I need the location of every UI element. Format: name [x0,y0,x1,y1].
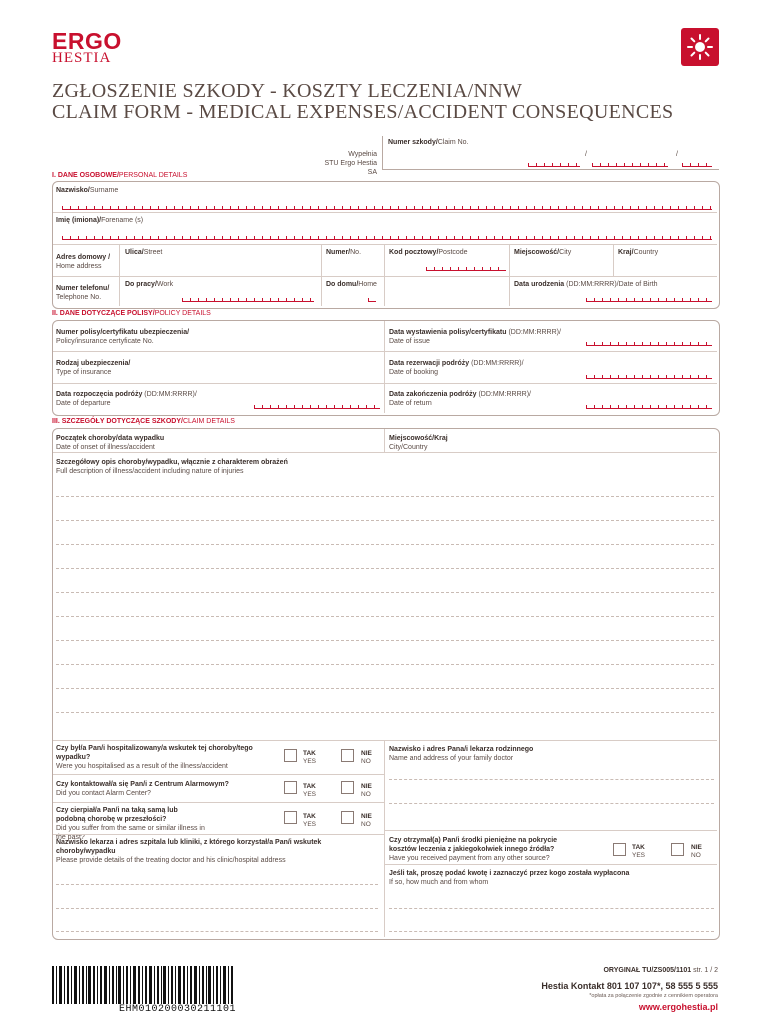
city-label: Miejscowość/City [514,249,572,256]
forename-label: Imię (imiona)/Forename (s) [56,217,144,224]
q3-no-label: NIE NO [361,813,372,828]
q1-no-checkbox[interactable] [341,749,354,762]
phone-home-field[interactable] [368,296,376,302]
treating-doctor-label: Nazwisko lekarza i adres szpitala lub kliniki, z którego korzystał/a Pan/i wskutek choroby/wypadku Please provide details of the treating doctor and his clinic/hospital address [56,839,322,864]
family-doctor-label: Nazwisko i adres Pana/i lekarza rodzinnego Name and address of your family doctor [389,746,534,762]
q4-yes-checkbox[interactable] [613,843,626,856]
description-line[interactable] [56,568,714,569]
phone-home-label: Do domu/Home [326,281,377,288]
return-date-field[interactable] [586,403,712,409]
description-line[interactable] [56,616,714,617]
divider [509,244,510,276]
description-line[interactable] [56,592,714,593]
dob-field[interactable] [586,296,712,302]
website-link[interactable]: www.ergohestia.pl [638,1002,718,1012]
surname-field[interactable] [62,204,712,210]
issue-date-field[interactable] [586,340,712,346]
treating-doctor-line[interactable] [56,884,378,885]
family-doctor-line[interactable] [389,779,714,780]
q3-yes-checkbox[interactable] [284,811,297,824]
title-pl: ZGŁOSZENIE SZKODY - KOSZTY LECZENIA/NNW [52,80,523,102]
divider [53,244,717,245]
divider [384,244,385,306]
q4-yes-label: TAK YES [632,844,646,859]
q3-no-checkbox[interactable] [341,811,354,824]
filled-by-label: Wypełnia STU Ergo Hestia SA [324,151,377,176]
departure-date-field[interactable] [254,403,380,409]
form-code: ORYGINAŁ TU/ZS005/1101 str. 1 / 2 [603,967,718,974]
logo-hestia: HESTIA [52,50,112,66]
insurance-type-label: Rodzaj ubezpieczenia/ Type of insurance [56,360,131,376]
q4-label: Czy otrzymał(a) Pan/i środki pieniężne na pokrycie kosztów leczenia z jakiegokolwiek innego źródła? Have you received payment from any other source? [389,837,558,862]
issue-date-label: Data wystawienia polisy/certyfikatu (DD:MM:RRRR)/ Date of issue [389,329,561,345]
divider [53,774,384,775]
divider [119,244,120,306]
barcode-text: EHM010200030211101 [119,1004,237,1015]
street-label: Ulica/Street [125,249,163,256]
description-line[interactable] [56,688,714,689]
q2-yes-label: TAK YES [303,783,317,798]
place-label: Miejscowość/Kraj City/Country [389,435,448,451]
section-3-title: III. SZCZEGÓŁY DOTYCZĄCE SZKODY/CLAIM DETAILS [52,418,235,425]
contact-phone: Hestia Kontakt 801 107 107*, 58 555 5 555 [541,981,718,991]
treating-doctor-line[interactable] [56,908,378,909]
divider [321,276,322,306]
divider [509,276,510,306]
divider [613,244,614,276]
divider [53,740,717,741]
q1-yes-checkbox[interactable] [284,749,297,762]
family-doctor-line[interactable] [389,803,714,804]
divider [53,802,384,803]
divider [384,321,385,413]
section-2-title: II. DANE DOTYCZĄCE POLISY/POLICY DETAILS [52,310,211,317]
description-line[interactable] [56,544,714,545]
section-1-title: I. DANE OSOBOWE/PERSONAL DETAILS [52,172,188,179]
divider [384,740,385,937]
divider [53,452,717,453]
description-line[interactable] [56,640,714,641]
q2-yes-checkbox[interactable] [284,781,297,794]
divider [53,276,717,277]
claim-no-field-2[interactable] [592,161,668,167]
booking-date-label: Data rezerwacji podróży (DD:MM:RRRR)/ Date of booking [389,360,524,376]
claim-no-label: Numer szkody/Claim No. [388,139,469,146]
q4-no-checkbox[interactable] [671,843,684,856]
phone-work-field[interactable] [182,296,314,302]
number-label: Numer/No. [326,249,362,256]
home-address-label: Adres domowy / Home address [56,254,111,270]
claim-no-slash-1: / [585,151,587,158]
postcode-label: Kod pocztowy/Postcode [389,249,468,256]
description-label: Szczegółowy opis choroby/wypadku, włącznie z charakterem obrażeń Full description of illness/accident including nature of injuries [56,459,288,475]
description-line[interactable] [56,520,714,521]
title-en: CLAIM FORM - MEDICAL EXPENSES/ACCIDENT CONSEQUENCES [52,101,674,123]
how-much-line[interactable] [389,908,714,909]
phone-label: Numer telefonu/ Telephone No. [56,285,110,301]
q1-no-label: NIE NO [361,750,372,765]
q4-no-label: NIE NO [691,844,702,859]
q2-no-checkbox[interactable] [341,781,354,794]
divider [384,429,385,452]
how-much-label: Jeśli tak, proszę podać kwotę i zaznaczyć przez kogo została wypłacona If so, how much and from whom [389,870,630,886]
description-line[interactable] [56,664,714,665]
phone-work-label: Do pracy/Work [125,281,174,288]
description-line[interactable] [56,496,714,497]
divider [53,383,717,384]
onset-label: Początek choroby/data wypadku Date of onset of illness/accident [56,435,165,451]
country-label: Kraj/Country [618,249,659,256]
fee-note: *opłata za połączenie zgodnie z cennikiem operatora [589,993,718,999]
q3-yes-label: TAK YES [303,813,317,828]
claim-no-slash-2: / [676,151,678,158]
divider [321,244,322,276]
how-much-line[interactable] [389,931,714,932]
personal-details-box [52,181,720,309]
divider [53,212,717,213]
divider [385,830,717,831]
postcode-field[interactable] [426,265,506,271]
q1-label: Czy był/a Pan/i hospitalizowany/a wskutek tej choroby/tego wypadku? Were you hospitalised as a result of the illness/accident [56,745,253,770]
treating-doctor-line[interactable] [56,931,378,932]
divider [385,864,717,865]
sun-icon [681,28,719,66]
surname-label: Nazwisko/Surname [56,187,119,194]
booking-date-field[interactable] [586,373,712,379]
q3-label: Czy cierpiał/a Pan/i na taką samą lub podobną chorobę w przeszłości? Did you suffer from the same or similar illness in the past? [56,807,205,841]
q1-yes-label: TAK YES [303,750,317,765]
policy-no-label: Numer polisy/certyfikatu ubezpieczenia/ Policy/insurance certyficate No. [56,329,190,345]
forename-field[interactable] [62,234,712,240]
q2-no-label: NIE NO [361,783,372,798]
return-date-label: Data zakończenia podróży (DD:MM:RRRR)/ Date of return [389,391,531,407]
claim-no-field-1[interactable] [528,161,580,167]
description-line[interactable] [56,712,714,713]
logo-ergo: ERGO [52,28,122,54]
departure-date-label: Data rozpoczęcia podróży (DD:MM:RRRR)/ Date of departure [56,391,197,407]
dob-label: Data urodzenia (DD:MM:RRRR)/Date of Birth [514,281,658,288]
divider [53,351,717,352]
q2-label: Czy kontaktował/a się Pan/i z Centrum Alarmowym? Did you contact Alarm Center? [56,781,229,797]
claim-no-field-3[interactable] [682,161,712,167]
divider [53,834,384,835]
